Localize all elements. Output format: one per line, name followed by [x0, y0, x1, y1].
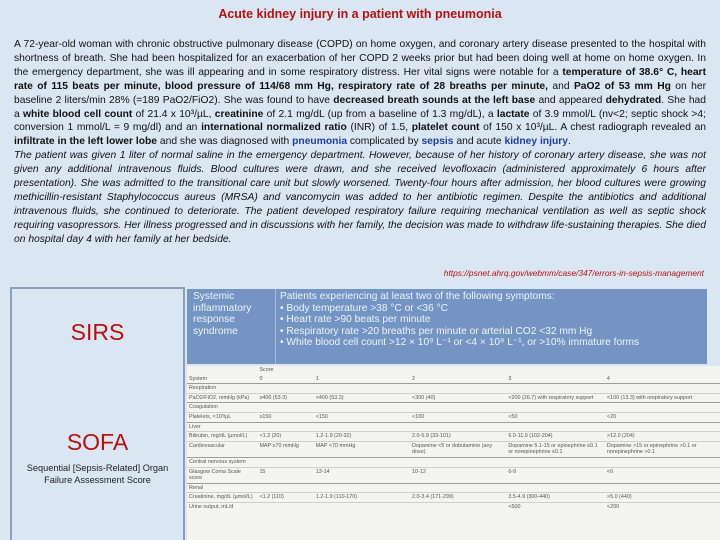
sofa-table-cell: <20: [605, 412, 720, 422]
sofa-table-cell: >5.0 (440): [605, 493, 720, 503]
sofa-table-cell: [605, 384, 720, 394]
case-text-segment: pneumonia: [292, 136, 348, 148]
sofa-table-cell: 1: [315, 375, 319, 382]
case-text-segment: .: [568, 136, 571, 148]
sofa-table-cell: 1.2-1.9 (110-170): [314, 493, 410, 503]
case-text-segment: white blood cell count: [23, 108, 133, 120]
case-text-segment: temperature of 38.6° C, heart rate of 115 beats per minute, blood pressure of 114/68 mm Hg, respiratory rate of 28 breaths per minute,: [14, 66, 706, 92]
sofa-table-cell: 15: [257, 467, 313, 483]
sofa-table-cell: <1.2 (110): [257, 493, 313, 503]
sofa-score-table: [187, 366, 720, 540]
sofa-table-cell: [314, 457, 410, 467]
sofa-table-cell: [605, 483, 720, 493]
case-text-segment: kidney injury: [504, 136, 568, 148]
sofa-table-cell: Renal: [187, 483, 257, 493]
sofa-table-cell: [410, 502, 506, 511]
sirs-header: Patients experiencing at least two of the following symptoms:: [280, 291, 555, 302]
sofa-table-cell: Respiration: [187, 384, 257, 394]
sofa-table-cell: [314, 403, 410, 413]
sofa-table-cell: [605, 422, 720, 432]
sofa-table-cell: [314, 422, 410, 432]
sofa-table-cell: System: [189, 375, 207, 382]
sofa-table-row: [187, 457, 720, 467]
sofa-table-cell: [605, 403, 720, 413]
case-text-segment: of 21.4 x 10³/µL,: [132, 108, 215, 120]
sofa-table-cell: [506, 366, 605, 375]
sofa-table-cell: 4: [606, 375, 610, 382]
sofa-table-cell: [314, 483, 410, 493]
sofa-table-cell: 13-14: [314, 467, 410, 483]
sofa-table-row: [187, 366, 720, 375]
sofa-table-row: [187, 441, 720, 457]
sofa-table-cell: <200 (26.7) with respiratory support: [506, 393, 605, 403]
case-text-segment: and she was diagnosed with: [157, 136, 293, 148]
sirs-criteria-box: [187, 289, 707, 364]
sofa-table-cell: [410, 422, 506, 432]
sofa-table-cell: [410, 403, 506, 413]
sofa-table-cell: <200: [605, 502, 720, 511]
sofa-table-cell: <300 (40): [410, 393, 506, 403]
sofa-table-cell: 2: [412, 375, 416, 382]
left-label-panel: [10, 287, 185, 540]
sofa-table-cell: 6-9: [506, 467, 605, 483]
sofa-table-row: [187, 432, 720, 442]
sofa-table-cell: Liver: [187, 422, 257, 432]
sofa-table-cell: <500: [506, 502, 605, 511]
sofa-table-cell: [257, 457, 313, 467]
case-text-segment: of 2.1 mg/dL (up from a baseline of 1.3 mg/dL), a: [263, 108, 497, 120]
case-text-segment: . She had a: [14, 94, 706, 120]
sofa-table-row: [187, 493, 720, 503]
sofa-table-cell: [410, 384, 506, 394]
sofa-table-row: [187, 422, 720, 432]
sofa-table-row: [187, 403, 720, 413]
case-text-segment: and appeared: [535, 94, 606, 106]
sofa-table-cell: [257, 502, 313, 511]
sofa-table-row: [187, 375, 720, 384]
sofa-table-cell: 1.2-1.9 (20-32): [314, 432, 410, 442]
case-text-segment: complicated by: [347, 136, 422, 148]
sofa-table-cell: [314, 366, 410, 375]
sofa-table-cell: [257, 403, 313, 413]
sofa-table-cell: ≥150: [257, 412, 313, 422]
sirs-system-label: Systemic inflammatory response syndrome: [193, 291, 252, 337]
case-text-segment: on her baseline 2 liters/min 28% (=189 PaO2/FiO2). She was found to have: [14, 80, 706, 106]
case-text-segment: of 3.9 mmol/L (nv<2; septic shock >4; conversion 1 mmol/L = 9 mg/dl) and an: [14, 108, 706, 134]
case-text-segment: of 150 x 10³/µL. A chest radiograph revealed an: [479, 122, 707, 134]
sofa-table-cell: >12.0 (204): [605, 432, 720, 442]
case-text-segment: creatinine: [214, 108, 264, 120]
sofa-table-row: [187, 483, 720, 493]
sofa-table-cell: [187, 366, 257, 375]
sofa-label: SOFA: [66, 429, 129, 455]
sofa-table-row: [187, 502, 720, 511]
case-text-segment: and: [548, 80, 574, 92]
source-link[interactable]: https://psnet.ahrq.gov/webmm/case/347/errors-in-sepsis-management: [443, 268, 704, 278]
sofa-table-cell: Dopamine 5.1-15 or epinephrine ≤0.1 or norepinephrine ≤0.1: [506, 441, 605, 457]
case-text-segment: dehydrated: [605, 94, 662, 106]
sofa-table-cell: Platelets, ×10³/µL: [187, 412, 257, 422]
sofa-table-cell: <400 (53.3): [314, 393, 410, 403]
sofa-table-cell: <6: [605, 467, 720, 483]
case-paragraph-1: [14, 38, 706, 149]
sofa-table-cell: [410, 366, 506, 375]
sofa-table-cell: [605, 457, 720, 467]
sofa-table-cell: [605, 366, 720, 375]
sofa-table-cell: Score: [259, 367, 274, 373]
sofa-description: Sequential [Sepsis-Related] Organ Failure Assessment Score: [26, 463, 169, 485]
sofa-table-cell: <100 (13.3) with respiratory support: [605, 393, 720, 403]
sofa-table-cell: [506, 403, 605, 413]
sofa-table-cell: Urine output, mL/d: [187, 502, 257, 511]
sirs-criterion: • Body temperature >38 °C or <36 °C: [280, 302, 449, 314]
sofa-table-cell: MAP <70 mmHg: [314, 441, 410, 457]
sofa-table-cell: [410, 483, 506, 493]
case-text-segment: A 72-year-old woman with chronic obstructive pulmonary disease (COPD) on home oxygen, and coronary artery disease presented to the hospital with shortness of breath. She had been hospitalized for an exacerbation of her COPD 2 weeks prior but had been doing well at home on home oxygen. In the emergency department, she was ill appearing and in some respiratory distress. Her vital signs were notable for a: [14, 39, 706, 78]
case-text-segment: infiltrate in the left lower lobe: [14, 136, 158, 148]
sirs-criteria: [280, 291, 700, 349]
sofa-table-cell: <50: [506, 412, 605, 422]
sofa-table-row: [187, 412, 720, 422]
sofa-table-cell: 3.5-4.9 (300-440): [506, 493, 605, 503]
sofa-table-row: [187, 384, 720, 394]
sofa-table-cell: <100: [410, 412, 506, 422]
case-paragraph-2: The patient was given 1 liter of normal saline in the emergency department. However, because of her history of coronary artery disease, she was not given any additional intravenous fluids. Blood cultures were drawn, and she received levofloxacin (administered approximately 6 hours after presentation). She was admitted to the transitional care unit but slowly worsened. Twenty-four hours after admission, her blood cultures were growing methicillin-resistant Staphylococcus aureus (MRSA) and vancomycin was added to her antibiotic regimen. Despite the antibiotics and additional intravenous fluids, she continued to deteriorate. The patient developed respiratory failure requiring mechanical ventilation as well as septic shock requiring vasopressors. Her illness progressed and in discussions with her family, the decision was made to withdraw life-sustaining therapies. She died on hospital day 4 with her family at her bedside.: [14, 150, 706, 245]
sofa-table-cell: Bilirubin, mg/dL (µmol/L): [187, 432, 257, 442]
sofa-table-cell: MAP ≥70 mmHg: [257, 441, 313, 457]
sirs-criterion: • White blood cell count >12 × 10⁹ L⁻¹ or <4 × 10⁹ L⁻¹, or >10% immature forms: [280, 337, 640, 348]
sofa-table-cell: <150: [314, 412, 410, 422]
sofa-table-cell: 10-12: [410, 467, 506, 483]
case-text-segment: sepsis: [421, 136, 454, 148]
sofa-table-cell: [314, 384, 410, 394]
sofa-table-cell: Dopamine >15 or epinephrine >0.1 or norepinephrine >0.1: [605, 441, 720, 457]
sofa-table-cell: Coagulation: [187, 403, 257, 413]
sofa-table-cell: Creatinine, mg/dL (µmol/L): [187, 493, 257, 503]
sirs-criterion: • Respiratory rate >20 breaths per minute or arterial CO2 <32 mm Hg: [280, 325, 593, 337]
case-text-segment: international normalized ratio: [201, 122, 347, 134]
case-text-segment: PaO2 of 53 mm Hg: [573, 80, 671, 92]
page-title: Acute kidney injury in a patient with pneumonia: [218, 7, 502, 21]
sofa-table-cell: [506, 422, 605, 432]
sofa-table-cell: 2.0-3.4 (171-299): [410, 493, 506, 503]
sofa-table-cell: [506, 457, 605, 467]
case-description: [14, 38, 706, 247]
sofa-table-cell: 2.0-5.9 (33-101): [410, 432, 506, 442]
case-text-segment: lactate: [496, 108, 530, 120]
sofa-table-cell: ≥400 (53.3): [257, 393, 313, 403]
sofa-table-cell: Glasgow Coma Scale score: [187, 467, 257, 483]
sofa-table-cell: <1.2 (20): [257, 432, 313, 442]
sofa-table-cell: [257, 483, 313, 493]
sofa-table-cell: Central nervous system: [187, 457, 257, 467]
sofa-table-cell: [314, 502, 410, 511]
sofa-table-cell: Cardiovascular: [187, 441, 257, 457]
sofa-table-cell: [257, 422, 313, 432]
sirs-criterion: • Heart rate >90 beats per minute: [280, 314, 431, 325]
case-text-segment: platelet count: [411, 122, 480, 134]
sofa-table-cell: 6.0-11.9 (102-204): [506, 432, 605, 442]
sofa-table-cell: [506, 384, 605, 394]
sofa-table-cell: 3: [508, 375, 512, 382]
sofa-table-cell: [257, 384, 313, 394]
case-text-segment: decreased breath sounds at the left base: [333, 94, 536, 106]
sofa-table-cell: 0: [259, 375, 263, 382]
sofa-table-cell: PaO2/FiO2, mmHg (kPa): [187, 393, 257, 403]
sirs-label: SIRS: [70, 319, 125, 345]
sofa-table-cell: Dopamine <5 or dobutamine (any dose): [410, 441, 506, 457]
case-text-segment: (INR) of 1.5,: [346, 122, 412, 134]
sofa-table-cell: [506, 483, 605, 493]
sofa-table-cell: [410, 457, 506, 467]
sofa-table-row: [187, 467, 720, 483]
sofa-table-row: [187, 393, 720, 403]
sirs-divider: [275, 289, 276, 364]
case-text-segment: and acute: [453, 136, 505, 148]
